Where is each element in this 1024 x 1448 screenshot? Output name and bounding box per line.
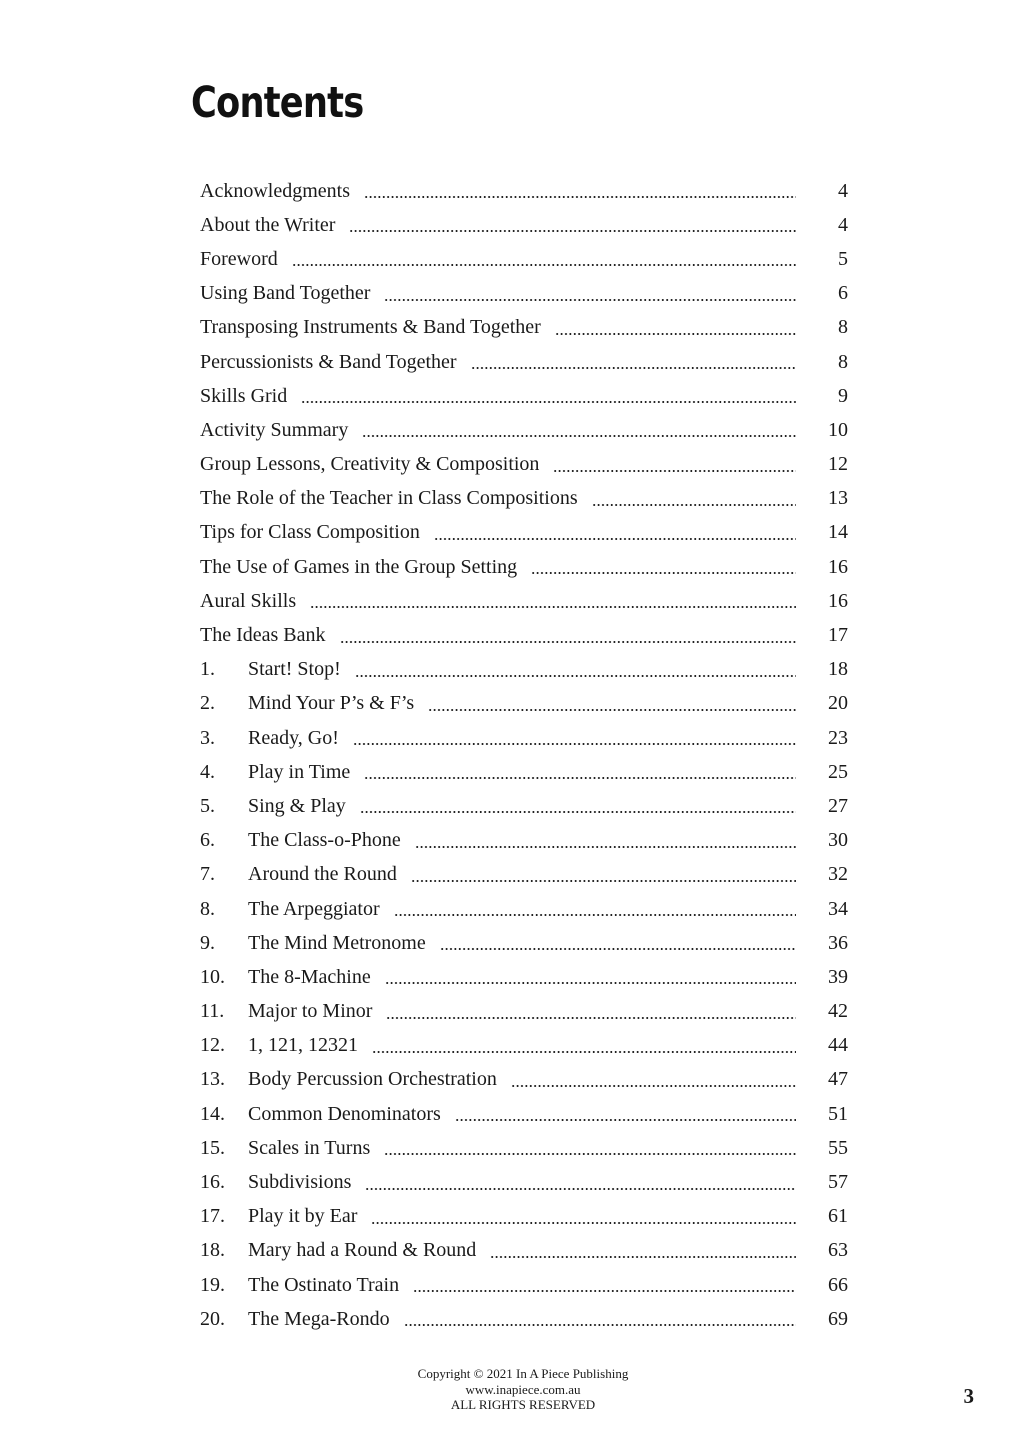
toc-entry-page: 5 (838, 247, 848, 270)
toc-entry (200, 858, 848, 892)
toc-entry-page: 57 (828, 1171, 848, 1194)
toc-entry (200, 1097, 848, 1131)
toc-entry-label: Play in Time (248, 760, 351, 783)
toc-entry (200, 1063, 848, 1097)
toc-entry-page: 4 (838, 213, 848, 236)
toc-entry-number: 11. (200, 1000, 225, 1023)
toc-entry-number: 13. (200, 1068, 225, 1091)
toc-entry (200, 960, 848, 994)
toc-entry-label: Mary had a Round & Round (248, 1239, 477, 1262)
toc-entry-page: 36 (828, 931, 848, 954)
toc-entry-page: 8 (838, 316, 848, 339)
toc-entry (200, 174, 848, 208)
toc-entry-label: 1, 121, 12321 (248, 1034, 358, 1057)
toc-entry-label: Body Percussion Orchestration (248, 1068, 497, 1091)
dot-leader (385, 982, 796, 984)
toc-entry-page: 30 (828, 829, 848, 852)
toc-entry-label: The Arpeggiator (248, 897, 380, 920)
dot-leader (471, 367, 796, 369)
toc-entry-label: Scales in Turns (248, 1136, 371, 1159)
dot-leader (372, 1051, 796, 1053)
toc-entry-label: Common Denominators (248, 1102, 441, 1125)
toc-entry-label: Activity Summary (200, 418, 349, 441)
table-of-contents (200, 174, 848, 1336)
toc-entry-label: Major to Minor (248, 1000, 373, 1023)
toc-entry-label: Sing & Play (248, 794, 346, 817)
toc-entry-label: The Use of Games in the Group Setting (200, 555, 518, 578)
toc-entry (200, 208, 848, 242)
toc-entry (200, 789, 848, 823)
dot-leader (415, 846, 796, 848)
toc-entry-page: 16 (828, 555, 848, 578)
toc-entry-label: The Mind Metronome (248, 931, 426, 954)
toc-entry-page: 13 (828, 487, 848, 510)
toc-entry (200, 1165, 848, 1199)
toc-entry-label: Foreword (200, 247, 278, 270)
toc-entry-number: 2. (200, 692, 215, 715)
toc-entry-page: 63 (828, 1239, 848, 1262)
website-text: www.inapiece.com.au (465, 1381, 581, 1397)
toc-entry (200, 1029, 848, 1063)
dot-leader (301, 401, 796, 403)
toc-entry (200, 584, 848, 618)
dot-leader (511, 1085, 796, 1087)
toc-entry (200, 687, 848, 721)
toc-entry-label: Play it by Ear (248, 1205, 358, 1228)
page-number: 3 (963, 1384, 974, 1408)
toc-entry (200, 345, 848, 379)
dot-leader (365, 1188, 796, 1190)
dot-leader (353, 743, 796, 745)
toc-entry (200, 550, 848, 584)
toc-entry-number: 6. (200, 829, 215, 852)
toc-entry-label: The Ideas Bank (200, 624, 326, 647)
toc-entry (200, 1131, 848, 1165)
toc-entry-label: The Class-o-Phone (248, 829, 401, 852)
toc-entry-number: 15. (200, 1136, 225, 1159)
copyright-footer (0, 1366, 1024, 1413)
toc-entry-page: 8 (838, 350, 848, 373)
toc-entry-label: Transposing Instruments & Band Together (200, 316, 541, 339)
toc-entry-page: 18 (828, 658, 848, 681)
toc-entry-number: 20. (200, 1307, 225, 1330)
dot-leader (362, 435, 796, 437)
toc-entry-page: 47 (828, 1068, 848, 1091)
toc-entry-number: 4. (200, 760, 215, 783)
toc-entry-page: 12 (828, 453, 848, 476)
toc-entry (200, 277, 848, 311)
toc-entry-page: 69 (828, 1307, 848, 1330)
dot-leader (355, 675, 796, 677)
toc-entry-number: 12. (200, 1034, 225, 1057)
toc-entry-number: 10. (200, 965, 225, 988)
toc-entry (200, 379, 848, 413)
toc-entry (200, 755, 848, 789)
toc-entry-page: 42 (828, 1000, 848, 1023)
dot-leader (428, 709, 796, 711)
toc-entry-label: Mind Your P’s & F’s (248, 692, 415, 715)
dot-leader (592, 504, 796, 506)
toc-entry (200, 242, 848, 276)
dot-leader (555, 333, 796, 335)
toc-entry (200, 1268, 848, 1302)
toc-entry-page: 9 (838, 384, 848, 407)
toc-entry-page: 51 (828, 1102, 848, 1125)
toc-entry-label: Aural Skills (200, 589, 297, 612)
toc-entry-label: About the Writer (200, 213, 336, 236)
toc-entry-page: 16 (828, 589, 848, 612)
toc-entry-number: 18. (200, 1239, 225, 1262)
toc-entry-label: The 8-Machine (248, 965, 371, 988)
toc-entry-label: Percussionists & Band Together (200, 350, 457, 373)
toc-entry-page: 14 (828, 521, 848, 544)
toc-entry-label: Start! Stop! (248, 658, 341, 681)
toc-entry-label: Around the Round (248, 863, 397, 886)
toc-entry (200, 892, 848, 926)
toc-entry-page: 23 (828, 726, 848, 749)
dot-leader (531, 572, 796, 574)
page-title: Contents (191, 78, 364, 128)
toc-entry-number: 14. (200, 1102, 225, 1125)
toc-entry (200, 995, 848, 1029)
dot-leader (292, 264, 796, 266)
toc-entry-label: The Role of the Teacher in Class Compositions (200, 487, 578, 510)
toc-entry-number: 16. (200, 1171, 225, 1194)
toc-entry (200, 824, 848, 858)
toc-entry-page: 55 (828, 1136, 848, 1159)
toc-entry-number: 19. (200, 1273, 225, 1296)
dot-leader (394, 914, 796, 916)
toc-entry-label: Group Lessons, Creativity & Composition (200, 453, 540, 476)
toc-entry-page: 39 (828, 965, 848, 988)
toc-entry-page: 25 (828, 760, 848, 783)
toc-entry-label: Using Band Together (200, 282, 371, 305)
toc-entry-page: 10 (828, 418, 848, 441)
toc-entry-number: 1. (200, 658, 215, 681)
toc-entry-page: 61 (828, 1205, 848, 1228)
toc-entry (200, 618, 848, 652)
toc-entry-number: 8. (200, 897, 215, 920)
toc-entry (200, 721, 848, 755)
dot-leader (371, 1222, 796, 1224)
toc-entry-label: Subdivisions (248, 1171, 352, 1194)
toc-entry-page: 27 (828, 794, 848, 817)
toc-entry-page: 34 (828, 897, 848, 920)
dot-leader (490, 1256, 796, 1258)
toc-entry-page: 4 (838, 179, 848, 202)
toc-entry-number: 17. (200, 1205, 225, 1228)
toc-entry-page: 20 (828, 692, 848, 715)
toc-entry-page: 32 (828, 863, 848, 886)
toc-entry-number: 9. (200, 931, 215, 954)
dot-leader (440, 948, 796, 950)
toc-entry (200, 482, 848, 516)
dot-leader (455, 1119, 796, 1121)
toc-entry (200, 516, 848, 550)
toc-entry-label: Tips for Class Composition (200, 521, 420, 544)
toc-entry-label: The Mega-Rondo (248, 1307, 390, 1330)
toc-entry-number: 5. (200, 794, 215, 817)
dot-leader (384, 299, 796, 301)
rights-text: ALL RIGHTS RESERVED (450, 1397, 596, 1412)
toc-entry (200, 1234, 848, 1268)
toc-entry-label: Ready, Go! (248, 726, 339, 749)
dot-leader (349, 230, 796, 232)
toc-entry-label: Acknowledgments (200, 179, 350, 202)
dot-leader (384, 1153, 796, 1155)
dot-leader (360, 811, 796, 813)
toc-entry-number: 3. (200, 726, 215, 749)
dot-leader (364, 777, 796, 779)
dot-leader (434, 538, 796, 540)
toc-entry (200, 1200, 848, 1234)
copyright-text: Copyright © 2021 In A Piece Publishing (417, 1366, 629, 1381)
toc-entry-number: 7. (200, 863, 215, 886)
dot-leader (413, 1290, 796, 1292)
dot-leader (340, 641, 796, 643)
toc-entry-label: The Ostinato Train (248, 1273, 400, 1296)
toc-entry (200, 311, 848, 345)
toc-entry (200, 653, 848, 687)
dot-leader (386, 1017, 796, 1019)
toc-entry-page: 17 (828, 624, 848, 647)
toc-entry (200, 413, 848, 447)
toc-entry (200, 448, 848, 482)
dot-leader (553, 470, 796, 472)
toc-entry-page: 44 (828, 1034, 848, 1057)
toc-entry (200, 926, 848, 960)
toc-entry-page: 66 (828, 1273, 848, 1296)
dot-leader (404, 1324, 796, 1326)
toc-entry (200, 1302, 848, 1336)
dot-leader (411, 880, 796, 882)
toc-entry-page: 6 (838, 282, 848, 305)
toc-entry-label: Skills Grid (200, 384, 288, 407)
dot-leader (364, 196, 796, 198)
dot-leader (310, 606, 796, 608)
